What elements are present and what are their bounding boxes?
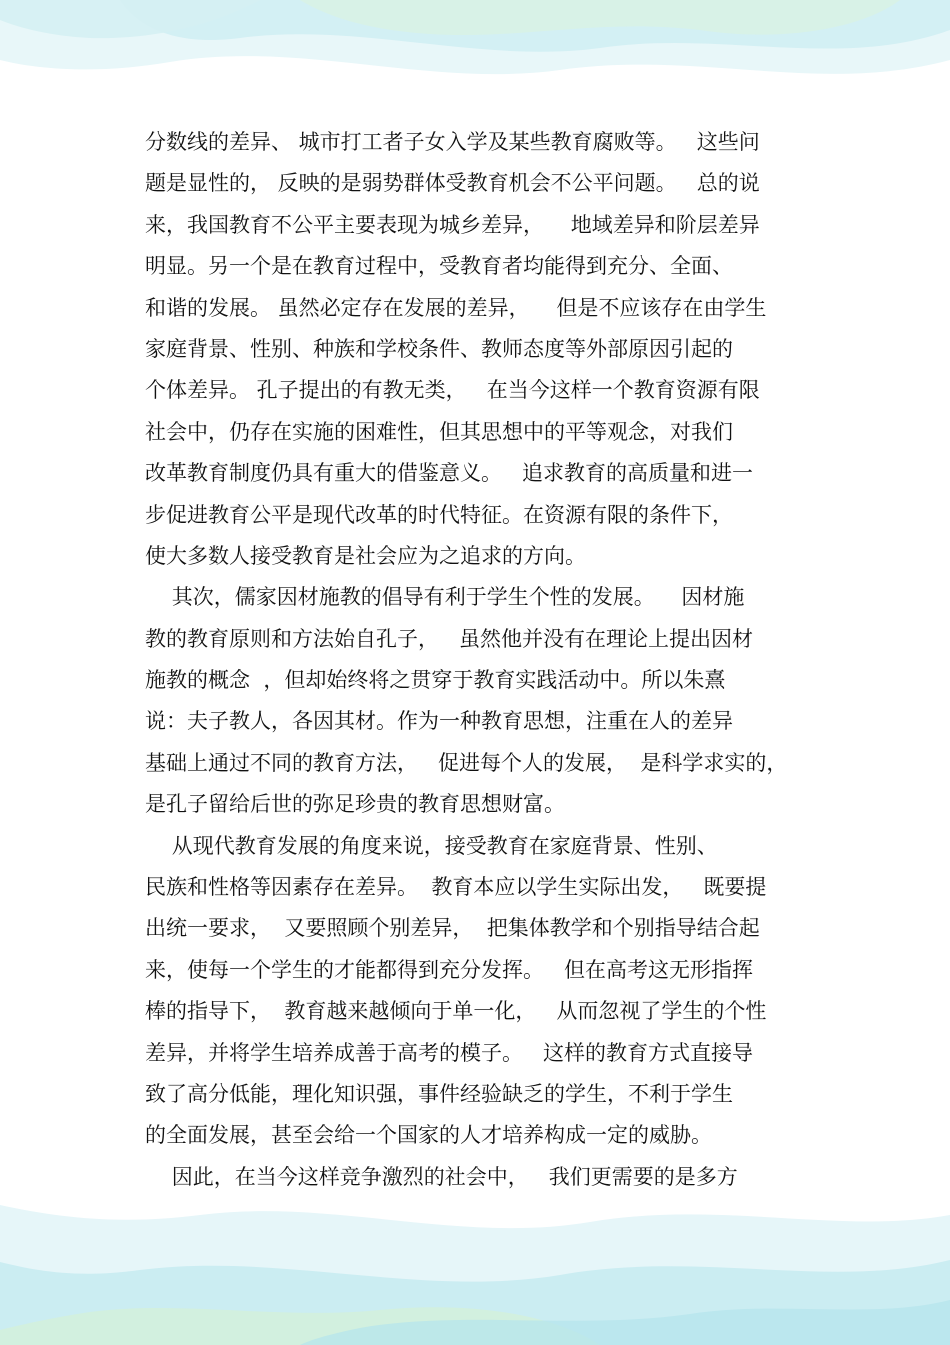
text-line: 说：夫子教人，各因其材。作为一种教育思想，注重在人的差异 [145,709,733,734]
text-line: 从现代教育发展的角度来说，接受教育在家庭背景、性别、 [145,833,718,858]
text-line: 施教的概念 ，但却始终将之贯穿于教育实践活动中。所以朱熹 [145,668,726,693]
text-line: 因此，在当今这样竞争激烈的社会中， 我们更需要的是多方 [145,1164,738,1189]
text-line: 教的教育原则和方法始自孔子， 虽然他并没有在理论上提出因材 [145,626,754,651]
text-line: 使大多数人接受教育是社会应为之追求的方向。 [145,543,586,568]
text-line: 社会中，仍存在实施的困难性，但其思想中的平等观念，对我们 [145,419,733,444]
text-line: 是孔子留给后世的弥足珍贵的教育思想财富。 [145,792,565,817]
text-line: 家庭背景、性别、种族和学校条件、教师态度等外部原因引起的 [145,336,733,361]
text-line: 明显。另一个是在教育过程中，受教育者均能得到充分、全面、 [145,254,733,279]
text-line: 差异，并将学生培养成善于高考的模子。 这样的教育方式直接导 [145,1040,754,1065]
text-line: 和谐的发展。 虽然必定存在发展的差异， 但是不应该存在由学生 [145,295,767,320]
text-line: 基础上通过不同的教育方法， 促进每个人的发展， 是科学求实的， [145,750,788,775]
text-line: 来，使每一个学生的才能都得到充分发挥。 但在高考这无形指挥 [145,957,754,982]
text-line: 民族和性格等因素存在差异。 教育本应以学生实际出发， 既要提 [145,875,767,900]
text-line: 题是显性的， 反映的是弱势群体受教育机会不公平问题。 总的说 [145,171,760,196]
text-line: 分数线的差异、 城市打工者子女入学及某些教育腐败等。 这些问 [145,130,760,154]
text-line: 出统一要求， 又要照顾个别差异， 把集体教学和个别指导结合起 [145,916,760,941]
text-line: 步促进教育公平是现代改革的时代特征。在资源有限的条件下， [145,502,733,527]
text-line: 的全面发展，甚至会给一个国家的人才培养构成一定的威胁。 [145,1123,712,1148]
document-body [145,122,815,1198]
text-line: 棒的指导下， 教育越来越倾向于单一化， 从而忽视了学生的个性 [145,999,767,1024]
text-line: 其次，儒家因材施教的倡导有利于学生个性的发展。 因材施 [145,585,745,610]
text-line: 来，我国教育不公平主要表现为城乡差异， 地域差异和阶层差异 [145,212,760,237]
text-line: 个体差异。 孔子提出的有教无类， 在当今这样一个教育资源有限 [145,378,760,403]
text-line: 致了高分低能，理化知识强，事件经验缺乏的学生，不利于学生 [145,1081,733,1106]
text-line: 改革教育制度仍具有重大的借鉴意义。 追求教育的高质量和进一 [145,461,754,486]
